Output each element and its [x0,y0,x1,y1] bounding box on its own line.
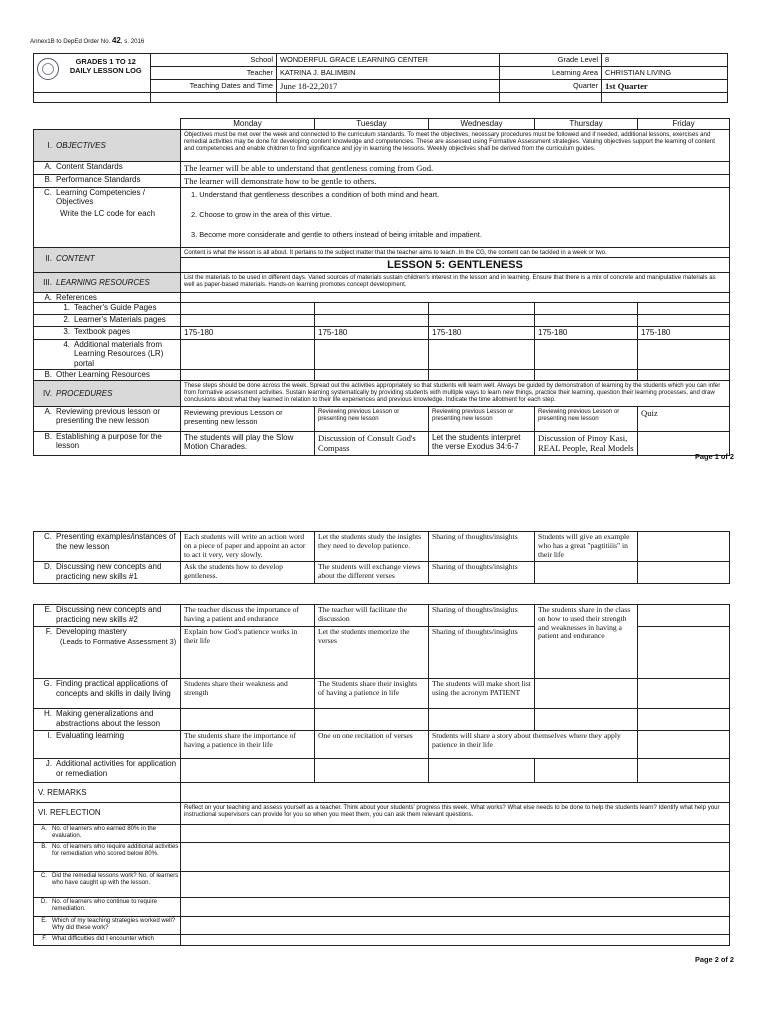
log-title [62,54,151,93]
reflection-note: Reflect on your teaching and assess yourself as a teacher. Think about your students' progress this week. What works? What else needs to be done to help the students learn? Identify what help your instructional supervisors can provide for you so when you meet them, you can ask them relevant questions. [181,803,730,825]
lesson-log-table-page1 [33,118,730,456]
discussing-skills2-monday: The teacher discuss the importance of having a patient and endurance [181,605,315,627]
competencies-list [181,187,730,247]
annex-prefix: Annex1B to DepEd Order No. [30,38,112,45]
area-value: CHRISTIAN LIVING [602,67,728,80]
developing-mastery-wednesday: Sharing of thoughts/insights [429,627,535,679]
additional-activities-label: J. Additional activities for application or remediation [34,759,181,783]
performance-standards-value: The learner will demonstrate how to be gentle to others. [181,174,730,187]
remarks-heading: V. REMARKS [34,783,181,803]
practical-applications-monday: Students share their weakness and strength [181,679,315,709]
practical-applications-wednesday: The students will make short list using the acronym PATIENT [429,679,535,709]
school-label: School [151,54,277,67]
day-header-friday: Friday [638,119,730,130]
purpose-label: B. Establishing a purpose for the lesson [34,431,181,455]
performance-standards-label: B. Performance Standards [34,174,181,187]
objectives-num: I. [47,140,52,150]
developing-mastery-label: F. Developing mastery (Leads to Formative Assessment 3) [34,627,181,679]
textbook-pages-thursday: 175-180 [535,327,638,340]
discussing-skills1-monday: Ask the students how to develop gentleness. [181,562,315,584]
reflection-item-f: F. What difficulties did I encounter which [34,935,181,946]
discussing-skills1-wednesday: Sharing of thoughts/insights [429,562,535,584]
log-title-line1: GRADES 1 TO 12 [75,57,136,66]
day-header-monday: Monday [181,119,315,130]
dates-value: June 18-22,2017 [277,80,500,93]
references-row [181,292,730,303]
textbook-pages-friday: 175-180 [638,327,730,340]
developing-mastery-monday: Explain how God's patience works in their life [181,627,315,679]
reflection-item-e: E. Which of my teaching strategies worked well? Why did these work? [34,917,181,935]
objectives-label: OBJECTIVES [56,140,106,150]
discussing-skills2-tuesday: The teacher will facilitate the discussion [315,605,429,627]
annex-reference [30,37,144,45]
discussing-skills2-label: E. Discussing new concepts and practicing new skills #2 [34,605,181,627]
presenting-examples-label: C. Presenting examples/instances of the new lesson [34,532,181,562]
teacher-label: Teacher [151,67,277,80]
grade-value: 8 [602,54,728,67]
purpose-tuesday: Discussion of Consult God's Compass [315,431,429,455]
lesson-log-table-page2 [33,604,730,946]
practical-applications-tuesday: The Students share their insights of having a patience in life [315,679,429,709]
resources-note: List the materials to be used in different days. Varied sources of materials sustain children's interest in the lesson and in learning. Ensure that there is a mix of concrete and manipulative materials as well as paper-based materials. Hands-on learning promotes concept development. [181,272,730,292]
presenting-examples-thursday: Students will give an example who has a great "pagtitiiis" in their life [535,532,638,562]
textbook-pages-wednesday: 175-180 [429,327,535,340]
quarter-value: 1st Quarter [602,80,728,93]
content-standards-value: The learner will be able to understand that gentleness coming from God. [181,161,730,174]
dates-label: Teaching Dates and Time [151,80,277,93]
evaluating-learning-monday: The students share the importance of having a patience in their life [181,731,315,759]
content-heading: II. CONTENT [34,247,181,272]
evaluating-learning-tuesday: One on one recitation of verses [315,731,429,759]
purpose-monday: The students will play the Slow Motion Charades. [181,431,315,455]
grade-label: Grade Level [500,54,602,67]
references-label: A. References [34,292,181,303]
developing-mastery-sub: (Leads to Formative Assessment 3) [60,636,177,646]
reflection-item-d: D. No. of learners who continue to require remediation. [34,898,181,917]
reflection-item-b: B. No. of learners who require additional activities for remediation who scored below 80%. [34,843,181,872]
area-label: Learning Area [500,67,602,80]
competency-item: 1. Understand that gentleness describes a condition of both mind and heart. [191,189,440,199]
log-title-line2: DAILY LESSON LOG [69,66,142,75]
reflection-item-a: A. No. of learners who earned 80% in the evaluation. [34,825,181,843]
objectives-note: Objectives must be met over the week and connected to the curriculum standards. To meet the objectives, necessary procedures must be followed and if needed, additional lessons, exercises and remedial activities may be done for developing content knowledge and competencies. These are assessed using Formative Assessment strategies. Valuing objectives support the learning of content and competencies and enable children to find significance and joy in learning the lessons. Weekly objectives shall be derived from the curriculum guides. [181,129,730,161]
textbook-pages-label: 3. Textbook pages [34,327,181,340]
discussing-skills2-friday [638,605,730,627]
review-wednesday: Reviewing previous Lesson or presenting new lesson [429,406,535,431]
discussing-skills2-thursday: The students share in the class on how to used their strength and weaknesses in having a patient and endurance [535,605,638,679]
presenting-examples-monday: Each students will write an action word on a piece of paper and appoint an actor to act it very, very slowly. [181,532,315,562]
learners-materials-label: 2. Learner's Materials pages [34,315,181,327]
content-note: Content is what the lesson is all about. It pertains to the subject matter that the teacher aims to teach. In the CG, the content can be tackled in a week or two. [181,248,729,258]
textbook-pages-monday: 175-180 [181,327,315,340]
review-tuesday: Reviewing previous Lesson or presenting new lesson [315,406,429,431]
lesson-log-table-page2-top [33,531,730,584]
purpose-wednesday: Let the students interpret the verse Exodus 34:6-7 [429,431,535,455]
generalizations-label: H. Making generalizations and abstractions about the lesson [34,709,181,731]
competencies-sub: Write the LC code for each [60,208,156,218]
reflection-item-c: C. Did the remedial lessons work? No. of learners who have caught up with the lesson. [34,872,181,898]
review-label: A. Reviewing previous lesson or presenting the new lesson [34,406,181,431]
competency-item: 3. Become more considerate and gentle to others instead of being irritable and impatient. [191,229,482,239]
objectives-heading [34,129,181,161]
competency-item: 2. Choose to grow in the area of this virtue. [191,209,332,219]
procedures-heading: IV. PROCEDURES [34,380,181,406]
textbook-pages-tuesday: 175-180 [315,327,429,340]
evaluating-learning-label: I. Evaluating learning [34,731,181,759]
annex-suffix: , s. 2016 [120,38,145,45]
discussing-skills1-tuesday: The students will exchange views about the different verses [315,562,429,584]
quarter-label: Quarter [500,80,602,93]
presenting-examples-wednesday: Sharing of thoughts/insights [429,532,535,562]
developing-mastery-friday [638,627,730,679]
review-monday: Reviewing previous Lesson or presenting new lesson [181,406,315,431]
discussing-skills1-thursday [535,562,638,584]
review-thursday: Reviewing previous Lesson or presenting new lesson [535,406,638,431]
teachers-guide-label: 1. Teacher's Guide Pages [34,303,181,315]
annex-number: 42 [111,36,121,45]
discussing-skills1-label: D. Discussing new concepts and practicing new skills #1 [34,562,181,584]
discussing-skills2-wednesday: Sharing of thoughts/insights [429,605,535,627]
page-number-1: Page 1 of 2 [695,452,735,461]
day-header-wednesday: Wednesday [429,119,535,130]
content-cell [181,247,730,272]
competencies-label: C. Learning Competencies / Objectives Write the LC code for each [34,187,181,247]
reflection-heading: VI. REFLECTION [34,803,181,825]
presenting-examples-tuesday: Let the students study the insights they need to develop patience. [315,532,429,562]
presenting-examples-friday [638,532,730,562]
lr-portal-label: 4. Additional materials from Learning Resources (LR) portal [34,339,181,369]
resources-heading: III. LEARNING RESOURCES [34,272,181,292]
discussing-skills1-friday [638,562,730,584]
review-friday: Quiz [638,406,730,431]
content-standards-label: A. Content Standards [34,161,181,174]
procedures-note: These steps should be done across the week. Spread out the activities appropriately so that students will learn well. Always be guided by demonstration of learning by the students which you can infer from formative assessment activities. Sustain learning systematically by providing students with multiple ways to learn new things, practice their learning, question their learning processes, and draw conclusions about what they learned in relation to their life experiences and previous knowledge. Indicate the time allotment for each step. [181,380,730,406]
purpose-thursday: Discussion of Pinoy Kasi, REAL People, Real Models [535,431,638,455]
practical-applications-thursday [535,679,638,709]
developing-mastery-tuesday: Let the students memorize the verses [315,627,429,679]
evaluating-learning-friday [638,731,730,759]
day-header-tuesday: Tuesday [315,119,429,130]
evaluating-learning-wed-thu: Students will share a story about themselves where they apply patience in their life [429,731,638,759]
school-value: WONDERFUL GRACE LEARNING CENTER [277,54,500,67]
header-table [33,53,728,103]
teacher-value: KATRINA J. BALIMBIN [277,67,500,80]
day-header-thursday: Thursday [535,119,638,130]
lesson-title: LESSON 5: GENTLENESS [387,258,523,271]
other-resources-label: B. Other Learning Resources [34,369,181,380]
practical-applications-label: G. Finding practical applications of concepts and skills in daily living [34,679,181,709]
practical-applications-friday [638,679,730,709]
deped-seal [34,54,62,93]
page-number-2: Page 2 of 2 [695,955,735,964]
